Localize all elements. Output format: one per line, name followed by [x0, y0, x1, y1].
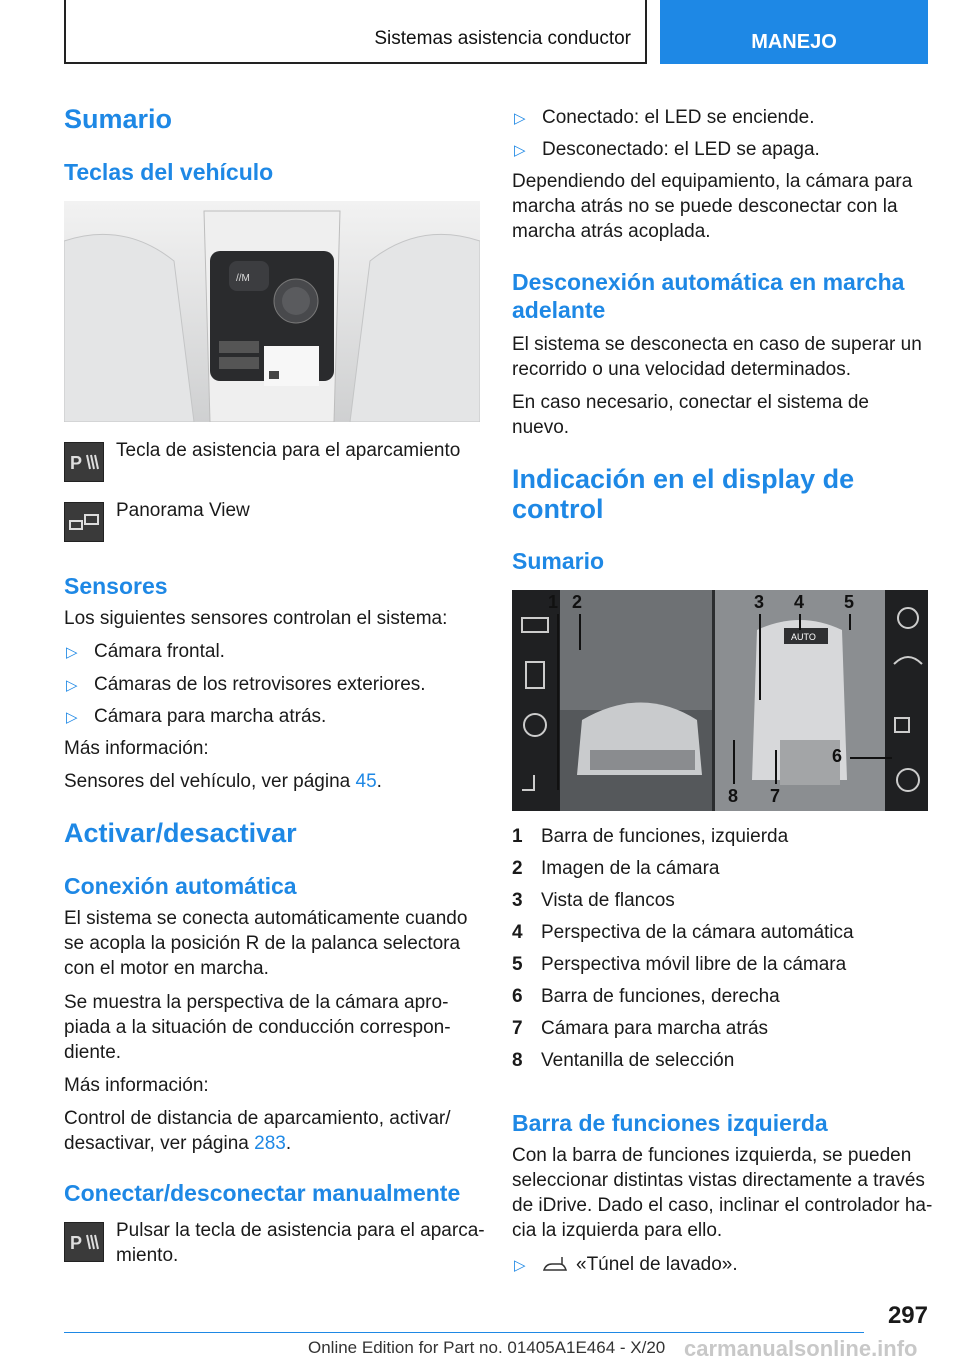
heading-sumario-2: Sumario: [512, 548, 605, 574]
header-section-title: Sistemas asistencia conductor: [374, 28, 631, 49]
park-assist-key-icon: [64, 1222, 104, 1262]
sensores-reference: Sensores del vehículo, ver página 45.: [64, 771, 382, 792]
screen-auto-label: AUTO: [791, 632, 816, 642]
center-console-photo: [64, 201, 480, 422]
mas-informacion-label: Más información:: [64, 738, 209, 759]
footer-edition: Online Edition for Part no. 01405A1E464 - X/20: [308, 1338, 666, 1357]
header-box: [64, 0, 647, 64]
manual-instruction: Pulsar la tecla de asistencia para el aparca- miento.: [116, 1220, 485, 1266]
car-wash-icon: [542, 1256, 568, 1274]
callout-5: 5: [844, 592, 855, 612]
heading-indicacion: Indicación en el display de control: [512, 464, 855, 524]
bullet-triangle-icon: ▷: [66, 644, 78, 661]
barra-paragraph: Con la barra de funciones izquierda, se pueden seleccionar distintas vistas directamente a través de iDrive. Dado el caso, inclinar el controlador ha- cia la izquierda para ello.: [512, 1145, 933, 1241]
control-reference: Control de distancia de aparcamiento, activar/ desactivar, ver página 283.: [64, 1108, 451, 1154]
callout-3: 3: [754, 592, 765, 612]
conexion-paragraph-1: El sistema se conecta automáticamente cuando se acopla la posición R de la palanca selectora con el motor en marcha.: [64, 908, 468, 979]
bullet-triangle-icon: ▷: [514, 142, 526, 159]
park-assist-key-icon: [64, 442, 104, 482]
footer-watermark: carmanualsonline.info: [684, 1336, 918, 1361]
heading-teclas: Teclas del vehículo: [64, 159, 274, 185]
heading-activar: Activar/desactivar: [64, 818, 297, 848]
key-label-panorama: Panorama View: [116, 500, 250, 521]
page-link-45[interactable]: 45: [355, 771, 377, 792]
callout-4: 4: [794, 592, 805, 612]
callout-7: 7: [770, 786, 781, 806]
svg-text://M: //M: [236, 273, 250, 284]
dependiendo-paragraph: Dependiendo del equipamiento, la cámara para marcha atrás no se puede desconectar con la marcha atrás acoplada.: [512, 171, 913, 242]
heading-sumario: Sumario: [64, 104, 173, 134]
callout-2: 2: [572, 592, 583, 612]
list-item: ▷ Cámaras de los retrovisores exteriores.: [64, 672, 426, 697]
bullet-triangle-icon: ▷: [66, 677, 78, 694]
desconexion-paragraph-2: En caso necesario, conectar el sistema de nuevo.: [512, 392, 869, 438]
heading-sensores: Sensores: [64, 573, 168, 599]
callout-6: 6: [832, 746, 843, 766]
control-display-screenshot: [512, 590, 928, 811]
callout-1: 1: [548, 592, 559, 612]
bullet-triangle-icon: ▷: [514, 110, 526, 127]
list-item: ▷ Desconectado: el LED se apaga.: [512, 137, 820, 162]
svg-text:P: P: [70, 1233, 83, 1253]
list-item: ▷ «Túnel de lavado».: [512, 1252, 738, 1277]
mas-informacion-label-2: Más información:: [64, 1075, 209, 1096]
list-item: ▷ Cámara para marcha atrás.: [64, 704, 326, 729]
panorama-view-key-icon: [64, 502, 104, 542]
heading-barra-funciones: Barra de funciones izquierda: [512, 1110, 828, 1136]
header-chapter-tab: MANEJO: [660, 0, 928, 64]
sensores-intro: Los siguientes sensores controlan el sistema:: [64, 608, 448, 629]
heading-manual: Conectar/desconectar manualmente: [64, 1180, 461, 1206]
list-item: ▷ Cámara frontal.: [64, 639, 225, 664]
page-link-283[interactable]: 283: [254, 1133, 286, 1154]
callout-8: 8: [728, 786, 739, 806]
list-item: ▷ Conectado: el LED se enciende.: [512, 105, 815, 130]
bullet-triangle-icon: ▷: [66, 709, 78, 726]
bullet-triangle-icon: ▷: [514, 1257, 526, 1274]
conexion-paragraph-2: Se muestra la perspectiva de la cámara apro- piada a la situación de conducción correspon- diente.: [64, 992, 451, 1063]
page-header: [64, 0, 928, 64]
key-label-park-assist: Tecla de asistencia para el aparcamiento: [116, 440, 461, 461]
desconexion-paragraph-1: El sistema se desconecta en caso de superar un recorrido o una velocidad determinados.: [512, 334, 922, 380]
heading-desconexion: Desconexión automática en marcha adelante: [512, 269, 905, 323]
footer-divider: [64, 1332, 864, 1333]
heading-conexion: Conexión automática: [64, 873, 297, 899]
svg-text:P: P: [70, 453, 83, 473]
page-number: 297: [887, 1302, 928, 1329]
